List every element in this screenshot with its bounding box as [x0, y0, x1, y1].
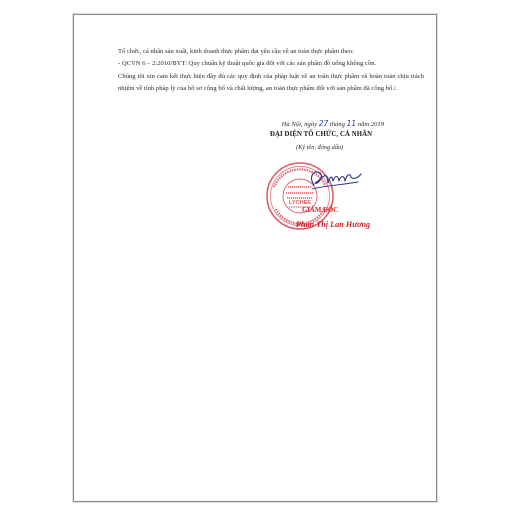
day-label: ngày: [304, 121, 318, 128]
sign-note: (Ký tên, đóng dấu): [296, 144, 344, 151]
date-line: [74, 119, 438, 128]
year: năm 2019: [357, 121, 384, 128]
handwritten-signature-icon: [306, 163, 366, 193]
paragraph-commitment: Chúng tôi xin cam kết thực hiện đầy đủ các quy định của pháp luật về an toàn thực phẩm và hoàn toàn chịu trách nhiệm về tính pháp lý của hồ sơ công bố và chất lượng, an toàn thực phẩm đối với sản phẩm đã công bố./.: [118, 72, 424, 92]
month-label: tháng: [329, 121, 345, 128]
day-value: 27: [318, 119, 329, 128]
document-page: [73, 14, 437, 502]
document-body: [118, 46, 424, 95]
paragraph-requirements: Tổ chức, cá nhân sản xuất, kinh doanh thực phẩm đạt yêu cầu về an toàn thực phẩm theo:: [118, 48, 354, 55]
paragraph-standard: - QCVN 6 – 2:2010/BYT: Quy chuẩn kỹ thuật quốc gia đối với các sản phẩm đồ uống không cồn.: [118, 60, 377, 68]
position-title: GIÁM ĐỐC: [302, 207, 339, 214]
place: Hà Nội,: [281, 121, 303, 128]
org-representative-title: ĐẠI DIỆN TỔ CHỨC, CÁ NHÂN: [270, 131, 373, 138]
month-value: 11: [346, 119, 357, 128]
stamp-center-text: LYCHEE: [288, 200, 312, 206]
signer-name: Phan Thị Lan Hương: [296, 220, 371, 229]
